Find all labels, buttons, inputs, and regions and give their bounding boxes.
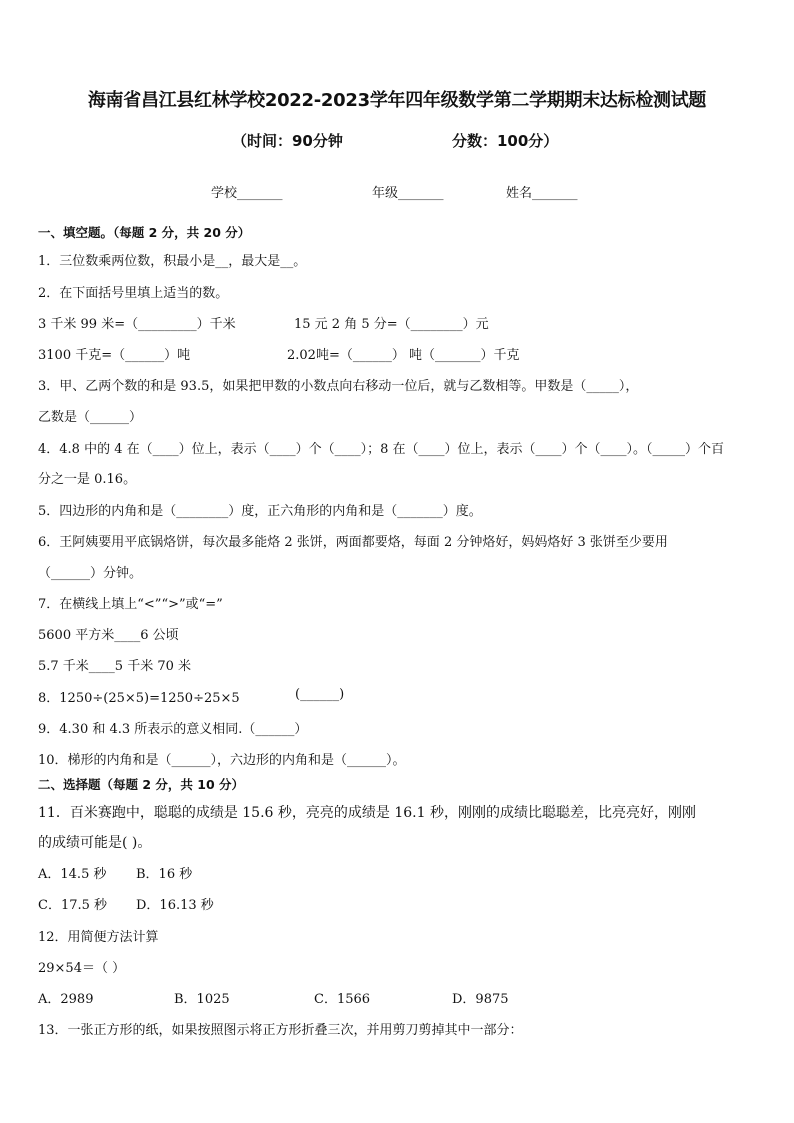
q11-option-b: B．16 秒 <box>136 867 193 882</box>
question-13: 13．一张正方形的纸，如果按照图示将正方形折叠三次，并用剪刀剪掉其中一部分： <box>38 1023 523 1038</box>
q12-option-b: B．1025 <box>174 992 230 1007</box>
question-2-item-c: 3100 千克=（______）吨 <box>38 348 191 363</box>
question-6: 6．王阿姨要用平底锅烙饼，每次最多能烙 2 张饼，两面都要烙，每面 2 分钟烙好，妈妈烙好 3 张饼至少要用 <box>38 535 668 550</box>
question-7-item-b: 5.7 千米____5 千米 70 米 <box>38 659 192 674</box>
question-8: 8．1250÷(25×5)=1250÷25×5 <box>38 691 240 706</box>
q12-option-a: A．2989 <box>38 992 94 1007</box>
grade-field: 年级_______ <box>372 186 444 201</box>
question-2-item-a: 3 千米 99 米=（_________）千米 <box>38 317 236 332</box>
score-label: 分数：100分） <box>452 132 559 150</box>
q11-option-c: C．17.5 秒 <box>38 898 108 913</box>
question-1: 1．三位数乘两位数，积最小是__，最大是__。 <box>38 254 307 269</box>
question-12-expression: 29×54＝（ ） <box>38 961 126 976</box>
question-4: 4．4.8 中的 4 在（____）位上，表示（____）个（____）；8 在（____）位上，表示（____）个（____）。（_____）个百 <box>38 442 725 457</box>
name-field: 姓名_______ <box>506 186 578 201</box>
q12-option-d: D．9875 <box>452 992 509 1007</box>
question-8-blank: (______) <box>295 687 345 702</box>
question-7: 7．在横线上填上“<”“>”或“=” <box>38 597 223 612</box>
question-4-cont: 分之一是 0.16。 <box>38 472 137 487</box>
q12-option-c: C．1566 <box>314 992 371 1007</box>
question-12: 12．用简便方法计算 <box>38 930 159 945</box>
question-6-cont: （______）分钟。 <box>38 566 143 581</box>
section-heading-fill-in: 一、填空题。（每题 2 分，共 20 分） <box>38 225 251 240</box>
time-label: （时间：90分钟 <box>232 132 343 150</box>
question-3: 3．甲、乙两个数的和是 93.5，如果把甲数的小数点向右移动一位后，就与乙数相等。甲数是（_____）， <box>38 379 639 394</box>
question-10: 10．梯形的内角和是（______），六边形的内角和是（______）。 <box>38 753 406 768</box>
section-heading-choice: 二、选择题（每题 2 分，共 10 分） <box>38 777 245 792</box>
question-2-item-b: 15 元 2 角 5 分=（________）元 <box>294 317 489 332</box>
question-3-cont: 乙数是（______） <box>38 410 143 425</box>
question-2-item-d: 2.02吨=（______） 吨（_______）千克 <box>287 348 520 363</box>
school-field: 学校_______ <box>211 186 283 201</box>
question-11-cont: 的成绩可能是( )。 <box>38 835 152 851</box>
question-5: 5．四边形的内角和是（________）度，正六角形的内角和是（_______）度。 <box>38 504 482 519</box>
q11-option-d: D．16.13 秒 <box>136 898 214 913</box>
q11-option-a: A．14.5 秒 <box>38 867 107 882</box>
question-7-item-a: 5600 平方米____6 公顷 <box>38 628 179 643</box>
question-2: 2．在下面括号里填上适当的数。 <box>38 286 229 301</box>
page-title: 海南省昌江县红林学校2022-2023学年四年级数学第二学期期末达标检测试题 <box>87 90 707 111</box>
question-11: 11．百米赛跑中，聪聪的成绩是 15.6 秒，亮亮的成绩是 16.1 秒，刚刚的成绩比聪聪差，比亮亮好，刚刚 <box>38 805 696 821</box>
question-9: 9．4.30 和 4.3 所表示的意义相同.（______） <box>38 722 308 737</box>
